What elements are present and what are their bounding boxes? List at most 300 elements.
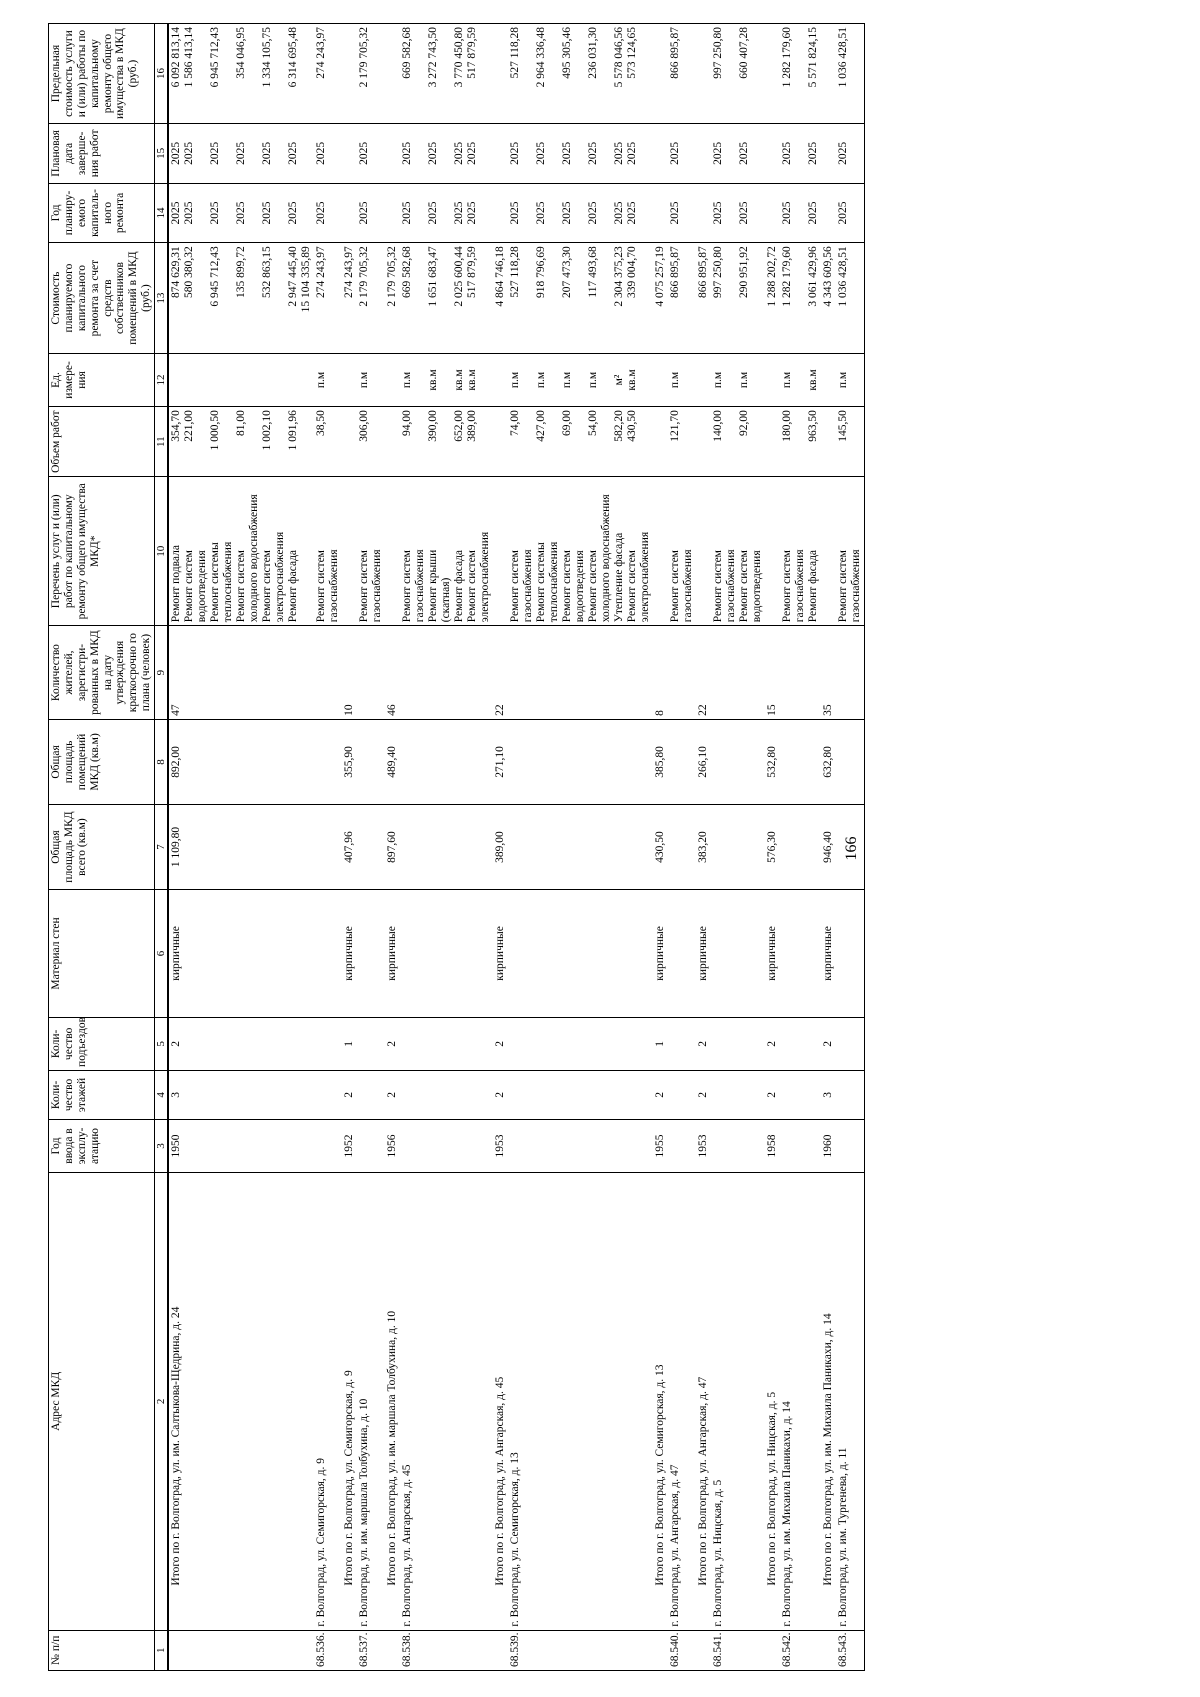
house-address: г. Волгоград, ул. им. Тургенева, д. 11 [836,1173,865,1631]
end-date: 2025 [587,141,600,165]
work-unit [287,357,300,403]
work-list [711,477,765,626]
work-unit [440,357,453,403]
costs [314,243,342,354]
residents [836,626,865,720]
work-name: электроснабжения [274,531,287,623]
work-unit: п.м [561,371,574,389]
work-volume [479,410,492,473]
work-name: Ремонт крыши [427,549,440,623]
work-volume: 1 091,96 [287,410,300,451]
end-dates [314,124,342,184]
work-name: электроснабжения [639,531,652,623]
work-unit: п.м [669,371,682,389]
work-cost: 207 473,30 [561,246,574,298]
repair-years [711,183,765,243]
repair-years [357,183,385,243]
column-header-5: Коли-чество подъездов [49,1017,155,1070]
work-name: водоотведения [751,550,764,623]
limit-cost: 2 179 705,32 [358,27,371,88]
end-date: 2025 [613,141,626,165]
floors [314,1070,342,1119]
volumes [780,407,821,477]
repair-year: 2025 [807,201,820,225]
end-date [328,127,341,180]
floors: 3 [821,1070,836,1119]
costs [821,243,836,354]
limit-cost: 3 770 450,80 [453,27,466,88]
work-name: газоснабжения [414,549,427,623]
area-total: 407,96 [342,804,357,889]
row-number [342,1630,357,1670]
column-header-16: Предельная стоимость услуги и (или) работы по капитальному ремонту общего имущества в МКД (руб.) [49,24,155,124]
work-volume: 1 002,10 [261,410,274,451]
house-row [780,24,821,1671]
work-volume: 582,20 [613,410,626,442]
work-cost [751,246,764,350]
end-date: 2025 [209,141,222,165]
residents: 35 [821,626,836,720]
work-unit [196,357,209,403]
volumes [342,407,357,477]
work-list [668,477,696,626]
work-name: Ремонт систем [738,550,751,623]
work-unit: п.м [712,371,725,389]
column-number-5: 5 [155,1017,169,1070]
work-unit: кв.м [807,369,820,391]
end-date: 2025 [669,141,682,165]
work-cost [600,246,613,350]
repair-years [508,183,653,243]
repair-year: 2025 [427,201,440,225]
total-address: Итого по г. Волгоград, ул. Семигорская, д. 9 [342,1173,357,1631]
units [765,353,780,406]
repair-year: 2025 [183,201,196,225]
area-rooms: 532,80 [765,719,780,804]
work-unit [751,357,764,403]
column-number-row [155,24,169,1671]
work-cost [371,246,384,350]
work-volume: 94,00 [401,410,414,436]
work-cost [850,246,863,350]
residents [508,626,653,720]
work-name: Ремонт систем [626,550,639,623]
work-volume: 180,00 [781,410,794,442]
end-date: 2025 [466,141,479,165]
limit-cost: 5 571 824,15 [807,27,820,88]
work-cost: 2 304 375,23 [613,246,626,307]
work-cost [682,246,695,350]
area-total [357,804,385,889]
house-row [400,24,493,1671]
repair-year [794,187,807,240]
end-dates [696,124,711,184]
house-address: г. Волгоград, ул. им. Михаила Паникахи, д. 14 [780,1173,821,1631]
work-volume: 389,00 [466,410,479,442]
entrances: 2 [821,1017,836,1070]
column-number-2: 2 [155,1173,169,1631]
limits [653,24,668,124]
column-header-2: Адрес МКД [49,1173,155,1631]
work-volume [414,410,427,473]
entrances: 2 [765,1017,780,1070]
work-cost: 669 582,68 [401,246,414,298]
work-cost [522,246,535,350]
total-address: Итого по г. Волгоград, ул. им. Михаила Паникахи, д. 14 [821,1173,836,1631]
column-header-6: Материал стен [49,890,155,1018]
work-cost: 4 075 257,19 [654,246,667,307]
work-cost: 15 104 335,89 [300,246,313,313]
units [711,353,765,406]
wall-material [508,890,653,1018]
area-total: 383,20 [696,804,711,889]
year-built: 1955 [653,1119,668,1172]
work-list [400,477,493,626]
limit-cost: 6 945 712,43 [209,27,222,88]
end-dates [508,124,653,184]
volumes [168,407,314,477]
work-name: теплоснабжения [548,541,561,623]
units [168,353,314,406]
entrances: 2 [696,1017,711,1070]
work-cost [574,246,587,350]
total-address: Итого по г. Волгоград, ул. Семигорская, д. 13 [653,1173,668,1631]
column-number-7: 7 [155,804,169,889]
end-date: 2025 [509,141,522,165]
limits [780,24,821,124]
total-address: Итого по г. Волгоград, ул. Ангарская, д. 47 [696,1173,711,1631]
costs [653,243,668,354]
limit-cost [794,27,807,120]
end-date: 2025 [561,141,574,165]
limit-cost: 1 282 179,60 [781,27,794,88]
work-name: Ремонт систем [235,550,248,623]
work-volume [850,410,863,473]
year-built [711,1119,765,1172]
work-unit [209,357,222,403]
work-name: Ремонт подвала [170,545,183,623]
end-date: 2025 [427,141,440,165]
area-total [836,804,865,889]
limits [508,24,653,124]
units [668,353,696,406]
work-volume [196,410,209,473]
area-total [508,804,653,889]
work-unit [522,357,535,403]
column-number-14: 14 [155,183,169,243]
limit-cost [222,27,235,120]
work-volume: 306,00 [358,410,371,442]
page-number: 166 [843,836,860,861]
repair-year [600,187,613,240]
limit-cost [274,27,287,120]
work-name: Ремонт систем [509,550,522,623]
work-cost [274,246,287,350]
end-date: 2025 [315,141,328,165]
row-number [385,1630,400,1670]
repair-year [248,187,261,240]
end-dates [385,124,400,184]
work-volume: 430,50 [626,410,639,442]
costs [668,243,696,354]
units [342,353,357,406]
area-total [668,804,696,889]
work-list [765,477,780,626]
repair-year: 2025 [509,201,522,225]
volumes [696,407,711,477]
year-built: 1953 [696,1119,711,1172]
row-number [765,1630,780,1670]
repair-year [639,187,652,240]
area-total [400,804,493,889]
work-volume [639,410,652,473]
repair-year: 2025 [453,201,466,225]
column-number-11: 11 [155,407,169,477]
row-number [696,1630,711,1670]
costs [168,243,314,354]
units [821,353,836,406]
work-name: Ремонт систем [712,550,725,623]
work-name: газоснабжения [794,549,807,623]
column-header-15: Плановая дата заверше-ния работ [49,124,155,184]
limit-cost: 236 031,30 [587,27,600,79]
limit-cost [522,27,535,120]
work-name: Ремонт фасада [807,549,820,623]
work-cost: 290 951,92 [738,246,751,298]
repair-year [850,187,863,240]
area-total: 946,40 [821,804,836,889]
end-date: 2025 [183,141,196,165]
area-total [711,804,765,889]
work-unit: п.м [535,371,548,389]
work-volume: 354,70 [170,410,183,442]
work-name: Ремонт системы [209,542,222,623]
volumes [385,407,400,477]
units [493,353,508,406]
row-number [653,1630,668,1670]
limits [765,24,780,124]
work-volume: 221,00 [183,410,196,442]
limit-cost: 527 118,28 [509,27,522,79]
repair-year: 2025 [535,201,548,225]
work-cost [328,246,341,350]
work-volume [548,410,561,473]
row-number: 68.540. [668,1630,696,1670]
year-built: 1950 [168,1119,314,1172]
floors [508,1070,653,1119]
area-rooms [836,719,865,804]
row-number [821,1630,836,1670]
work-cost: 918 796,69 [535,246,548,298]
end-date: 2025 [738,141,751,165]
repair-years [696,183,711,243]
units [385,353,400,406]
limit-cost: 2 964 336,48 [535,27,548,88]
house-address: г. Волгоград, ул. Семигорская, д. 9 [314,1173,342,1631]
work-list [836,477,865,626]
row-number: 68.538. [400,1630,493,1670]
work-name: Ремонт систем [466,550,479,623]
residents: 22 [493,626,508,720]
repair-year: 2025 [837,201,850,225]
column-header-4: Коли-чество этажей [49,1070,155,1119]
work-name: Ремонт систем [401,550,414,623]
floors [668,1070,696,1119]
limits [400,24,493,124]
wall-material: кирпичные [696,890,711,1018]
work-volume [751,410,764,473]
repair-year: 2025 [358,201,371,225]
header-row [49,24,155,1671]
work-name: Ремонт систем [315,550,328,623]
work-volume [248,410,261,473]
work-list [493,477,508,626]
work-unit: м² [613,374,626,386]
work-volume: 92,00 [738,410,751,436]
work-name: Ремонт систем [561,550,574,623]
work-unit [794,357,807,403]
volumes [836,407,865,477]
limit-cost: 997 250,80 [712,27,725,79]
work-cost: 1 036 428,51 [837,246,850,307]
limits [668,24,696,124]
end-date: 2025 [781,141,794,165]
work-volume [328,410,341,473]
limit-cost: 517 879,59 [466,27,479,79]
wall-material [400,890,493,1018]
year-built [668,1119,696,1172]
total-row [168,24,314,1671]
units [357,353,385,406]
wall-material [668,890,696,1018]
repair-years [400,183,493,243]
end-date [682,127,695,180]
area-rooms: 489,40 [385,719,400,804]
costs [508,243,653,354]
work-unit [725,357,738,403]
work-name: Ремонт систем [669,550,682,623]
entrances: 2 [385,1017,400,1070]
entrances [711,1017,765,1070]
work-cost: 4 343 609,56 [822,246,835,307]
limit-cost [850,27,863,120]
row-number: 68.537. [357,1630,385,1670]
work-unit [183,357,196,403]
work-volume [574,410,587,473]
floors [357,1070,385,1119]
repair-year: 2025 [712,201,725,225]
wall-material: кирпичные [168,890,314,1018]
area-rooms [780,719,821,804]
floors: 2 [696,1070,711,1119]
limit-cost [479,27,492,120]
house-row [836,24,865,1671]
area-rooms [314,719,342,804]
work-unit: п.м [358,371,371,389]
repair-years [342,183,357,243]
work-name: Утепление фасада [613,532,626,623]
end-date: 2025 [712,141,725,165]
limit-cost [414,27,427,120]
end-date: 2025 [261,141,274,165]
area-total: 1 109,80 [168,804,314,889]
end-date: 2025 [837,141,850,165]
work-volume: 652,00 [453,410,466,442]
repair-year: 2025 [587,201,600,225]
column-header-11: Объем работ [49,407,155,477]
work-name: Ремонт систем [837,550,850,623]
column-number-1: 1 [155,1630,169,1670]
column-number-4: 4 [155,1070,169,1119]
capital-repair-table [48,23,865,1671]
work-name: Ремонт систем [781,550,794,623]
work-unit: п.м [738,371,751,389]
wall-material [780,890,821,1018]
end-date [639,127,652,180]
house-address: г. Волгоград, ул. им. маршала Толбухина, д. 10 [357,1173,385,1631]
repair-year: 2025 [235,201,248,225]
floors: 2 [385,1070,400,1119]
limits [314,24,342,124]
volumes [400,407,493,477]
costs [765,243,780,354]
repair-year: 2025 [170,201,183,225]
repair-year: 2025 [738,201,751,225]
end-date [196,127,209,180]
repair-years [653,183,668,243]
repair-years [821,183,836,243]
work-volume: 38,50 [315,410,328,436]
column-header-10: Перечень услуг и (или) работ по капитальному ремонту общего имущества МКД* [49,477,155,626]
work-cost [479,246,492,350]
end-dates [668,124,696,184]
work-unit [682,357,695,403]
house-address: г. Волгоград, ул. Ангарская, д. 47 [668,1173,696,1631]
end-date [600,127,613,180]
work-cost: 1 282 179,60 [781,246,794,307]
end-date [850,127,863,180]
limit-cost: 274 243,97 [315,27,328,79]
row-number: 68.536. [314,1630,342,1670]
end-date: 2025 [535,141,548,165]
end-date: 2025 [453,141,466,165]
work-name: Ремонт систем [183,550,196,623]
repair-years [836,183,865,243]
end-date [440,127,453,180]
work-name: газоснабжения [371,549,384,623]
units [508,353,653,406]
column-header-14: Год планиру-емого капиталь-ного ремонта [49,183,155,243]
residents [400,626,493,720]
work-volume: 427,00 [535,410,548,442]
work-list [508,477,653,626]
work-volume: 54,00 [587,410,600,436]
work-cost [248,246,261,350]
end-dates [653,124,668,184]
entrances [357,1017,385,1070]
row-number [168,1630,314,1670]
entrances [668,1017,696,1070]
limit-cost: 5 578 046,56 [613,27,626,88]
area-total: 897,60 [385,804,400,889]
limit-cost [248,27,261,120]
floors: 2 [765,1070,780,1119]
work-volume [440,410,453,473]
end-dates [780,124,821,184]
limit-cost: 1 334 105,75 [261,27,274,88]
column-header-1: № п/п [49,1630,155,1670]
area-total: 389,00 [493,804,508,889]
